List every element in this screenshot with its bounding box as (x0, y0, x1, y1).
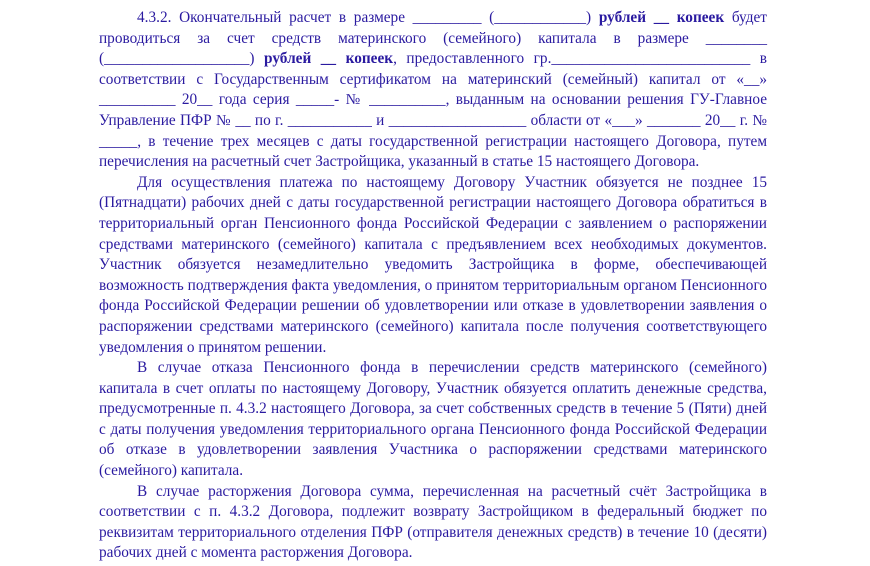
paragraph-4-3-2-part-2: будет проводиться за счет средств материнского (семейного) капитала в размере ________ (___________________) (99, 9, 767, 68)
paragraph-termination-case: В случае расторжения Договора сумма, перечисленная на расчетный счёт Застройщика в соответствии с п. 4.3.2 Договора, подлежит возврату Застройщиком в федеральный бюджет по реквизитам территориального отделения ПФР (отправителя денежных средств) в течение 10 (десяти) рабочих дней с момента расторжения Договора. (99, 482, 767, 562)
paragraph-4-3-2-part-1: 4.3.2. Окончательный расчет в размере _________ (____________) (137, 9, 599, 26)
rubles-kopecks-label-1: рублей __ копеек (598, 9, 725, 26)
paragraph-4-3-2-part-3: , предоставленного гр.__________________________ в соответствии с Государственным сертификатом на материнский (семейный) капитал от «__» __________ 20__ года серия _____- № __________, выданным на основании решения ГУ-Главное Управление ПФР № __ по г. ___________ и __________________ области от «___» _______ 20__ г. № _____, в течение трех месяцев с даты государственной регистрации настоящего Договора, путем перечисления на расчетный счет Застройщика, указанный в статье 15 настоящего Договора. (99, 50, 767, 171)
rubles-kopecks-label-2: рублей __ копеек (264, 50, 394, 68)
contract-document (99, 8, 767, 564)
paragraph-refusal-case: В случае отказа Пенсионного фонда в перечислении средств материнского (семейного) капитала в счет оплаты по настоящему Договору, Участник обязуется оплатить денежные средства, предусмотренные п. 4.3.2 настоящего Договора, за счет собственных средств в течение 5 (Пяти) дней с даты получения уведомления территориального органа Пенсионного фонда Российской Федерации об отказе в удовлетворении заявления Участника о распоряжении средствами материнского (семейного) капитала. (99, 359, 767, 480)
paragraph-4-3-2 (99, 8, 767, 173)
paragraph-payment-obligation: Для осуществления платежа по настоящему Договору Участник обязуется не позднее 15 (Пятнадцати) рабочих дней с даты государственной регистрации настоящего Договора обратиться в территориальный орган Пенсионного фонда Российской Федерации с заявлением о распоряжении средствами материнского (семейного) капитала с предъявлением всех необходимых документов. Участник обязуется незамедлительно уведомить Застройщика в форме, обеспечивающей возможность подтверждения факта уведомления, о принятом территориальным органом Пенсионного фонда Российской Федерации решении об удовлетворении или отказе в удовлетворении заявления о распоряжении средствами материнского (семейного) капитала после получения соответствующего уведомления о принятом решении. (99, 173, 767, 356)
